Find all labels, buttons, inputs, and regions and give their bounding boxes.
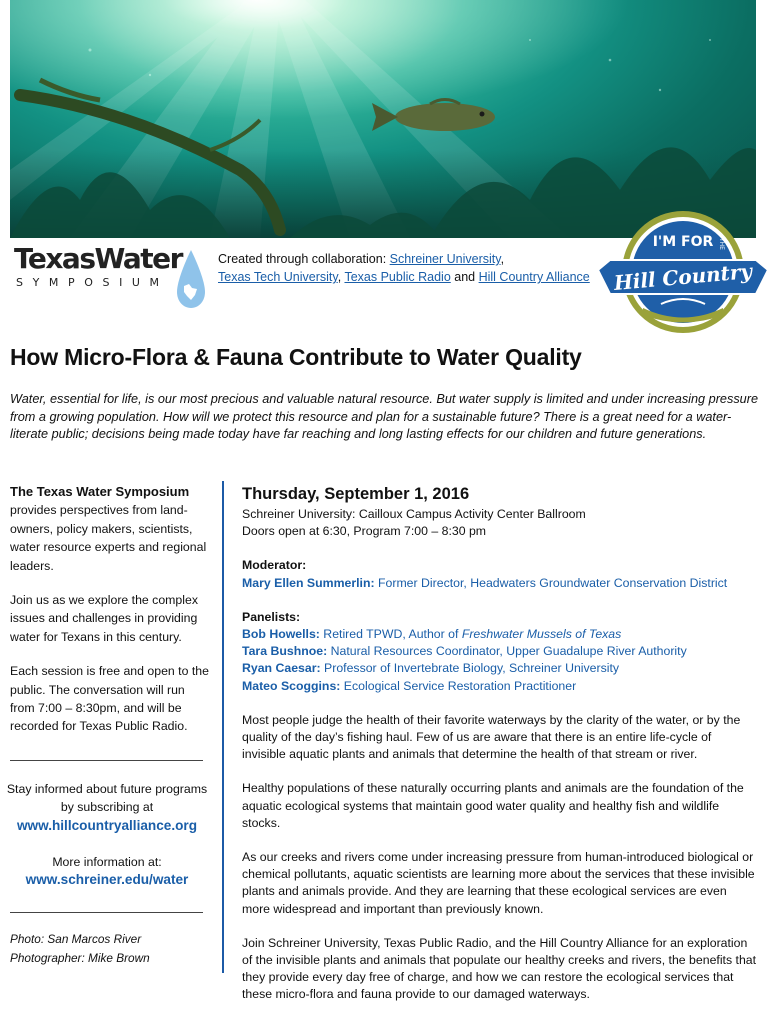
subscribe-block: [6, 780, 208, 835]
panelist-book-title: Freshwater Mussels of Texas: [461, 627, 622, 642]
panelist-role: Natural Resources Coordinator, Upper Guadalupe River Authority: [327, 644, 687, 659]
texas-tech-university-link[interactable]: Texas Tech University: [218, 270, 338, 284]
photographer-name: Photographer: Mike Brown: [10, 950, 150, 965]
moderator-label: Moderator:: [242, 558, 307, 573]
body-paragraph: Most people judge the health of their favorite waterways by the clarity of the water, or by the quality of the day’s fishing haul. Few of us are aware that there is an entire life-cycle of invisible aquatic plants and animals that determine the health of that stream or river.: [242, 712, 741, 762]
column-divider: [222, 481, 224, 973]
badge-top-text: I'M FOR: [652, 234, 714, 250]
photo-location: Photo: San Marcos River: [10, 932, 142, 946]
panelist-entry: [242, 678, 758, 695]
hero-photo: [10, 0, 756, 238]
event-details: [242, 484, 758, 540]
panelist-name: Ryan Caesar:: [242, 661, 321, 676]
divider-line: [10, 760, 203, 761]
panelist-entry: [242, 660, 758, 677]
left-column: [10, 483, 210, 752]
texas-public-radio-link[interactable]: Texas Public Radio: [344, 270, 451, 284]
symposium-description: [10, 483, 210, 575]
panelist-role: Ecological Service Restoration Practitioner: [340, 678, 577, 693]
panelist-entry: [242, 626, 758, 643]
logo-subtitle: SYMPOSIUM: [16, 276, 169, 289]
logo-wordmark: TexasWater: [14, 242, 182, 275]
hill-country-logo: [598, 212, 768, 332]
symposium-desc-text: provides perspectives from land-owners, policy makers, scientists, water resource experts and regional leaders.: [10, 503, 207, 573]
more-info-block: [6, 853, 208, 889]
moderator-name: Mary Ellen Summerlin:: [242, 575, 375, 590]
panelists-section: [242, 609, 758, 695]
collab-separator: ,: [337, 270, 345, 284]
badge-the-text: THE: [718, 238, 725, 250]
panelist-name: Bob Howells:: [242, 627, 320, 642]
moderator-role: Former Director, Headwaters Groundwater Conservation District: [374, 575, 728, 590]
subscribe-text: Stay informed about future programs by subscribing at: [6, 782, 208, 815]
panelists-label: Panelists:: [242, 609, 301, 624]
event-time: Doors open at 6:30, Program 7:00 – 8:30 pm: [242, 524, 487, 539]
right-column: [242, 484, 758, 1021]
panelist-role: Professor of Invertebrate Biology, Schreiner University: [320, 661, 620, 676]
collab-separator: ,: [500, 252, 505, 266]
water-drop-icon: [175, 248, 207, 310]
collaboration-credits: [218, 250, 590, 286]
hill-country-alliance-link[interactable]: Hill Country Alliance: [478, 270, 590, 284]
symposium-name: The Texas Water Symposium: [10, 484, 190, 499]
panelist-name: Mateo Scoggins:: [242, 678, 341, 693]
session-paragraph: Each session is free and open to the public. The conversation will run from 7:00 – 8:30pm, and will be recorded for Texas Public Radio.: [10, 664, 209, 734]
body-paragraph: As our creeks and rivers come under increasing pressure from human-introduced biological or chemical pollutants, aquatic scientists are learning more about the services that these invisible plants and animals provide. And they are learning that these ecological services are even more widespread and important than previously known.: [242, 850, 755, 916]
panelist-role: Retired TPWD, Author of: [319, 627, 462, 642]
body-paragraph: Healthy populations of these naturally occurring plants and animals are the foundation of the aquatic ecological systems that maintain good water quality and healthy fish and wildlife stocks.: [242, 781, 744, 830]
page-title: How Micro-Flora & Fauna Contribute to Water Quality: [10, 344, 582, 370]
moderator-section: [242, 557, 758, 591]
join-paragraph: Join us as we explore the complex issues and challenges in providing water for Texans in this century.: [10, 593, 198, 644]
intro-paragraph: Water, essential for life, is our most precious and valuable natural resource. But water supply is limited and under increasing pressure from a growing population. How will we protect this resource and plan for a sustainable future? There is a great need for a water-literate public; decisions being made today have far reaching and long lasting effects for our children and future generations.: [10, 392, 758, 441]
more-info-text: More information at:: [52, 855, 162, 869]
badge-main-text: Hill Country: [612, 259, 753, 295]
schreiner-university-link[interactable]: Schreiner University: [389, 252, 501, 266]
schreiner-water-link[interactable]: www.schreiner.edu/water: [25, 872, 189, 887]
photo-credit: [10, 930, 150, 967]
panelist-name: Tara Bushnoe:: [242, 644, 328, 659]
collab-and: and: [450, 270, 479, 284]
event-venue: Schreiner University: Cailloux Campus Activity Center Ballroom: [242, 507, 586, 521]
texas-water-symposium-logo: [12, 240, 202, 312]
underwater-scene-illustration: [10, 0, 756, 238]
hillcountryalliance-link[interactable]: www.hillcountryalliance.org: [16, 817, 198, 833]
collab-prefix: Created through collaboration:: [218, 252, 390, 266]
hill-country-badge: [598, 212, 768, 332]
divider-line: [10, 912, 203, 913]
body-paragraph: Join Schreiner University, Texas Public Radio, and the Hill Country Alliance for an exploration of the invisible plants and animals that populate our healthy creeks and rivers, the benefits that they provide every day free of charge, and how we can restore the ecological services that these micro-flora and fauna provide to our damaged waterways.: [242, 935, 757, 1002]
moderator-entry: [242, 575, 758, 592]
event-date: Thursday, September 1, 2016: [242, 485, 470, 503]
panelist-entry: [242, 643, 758, 660]
